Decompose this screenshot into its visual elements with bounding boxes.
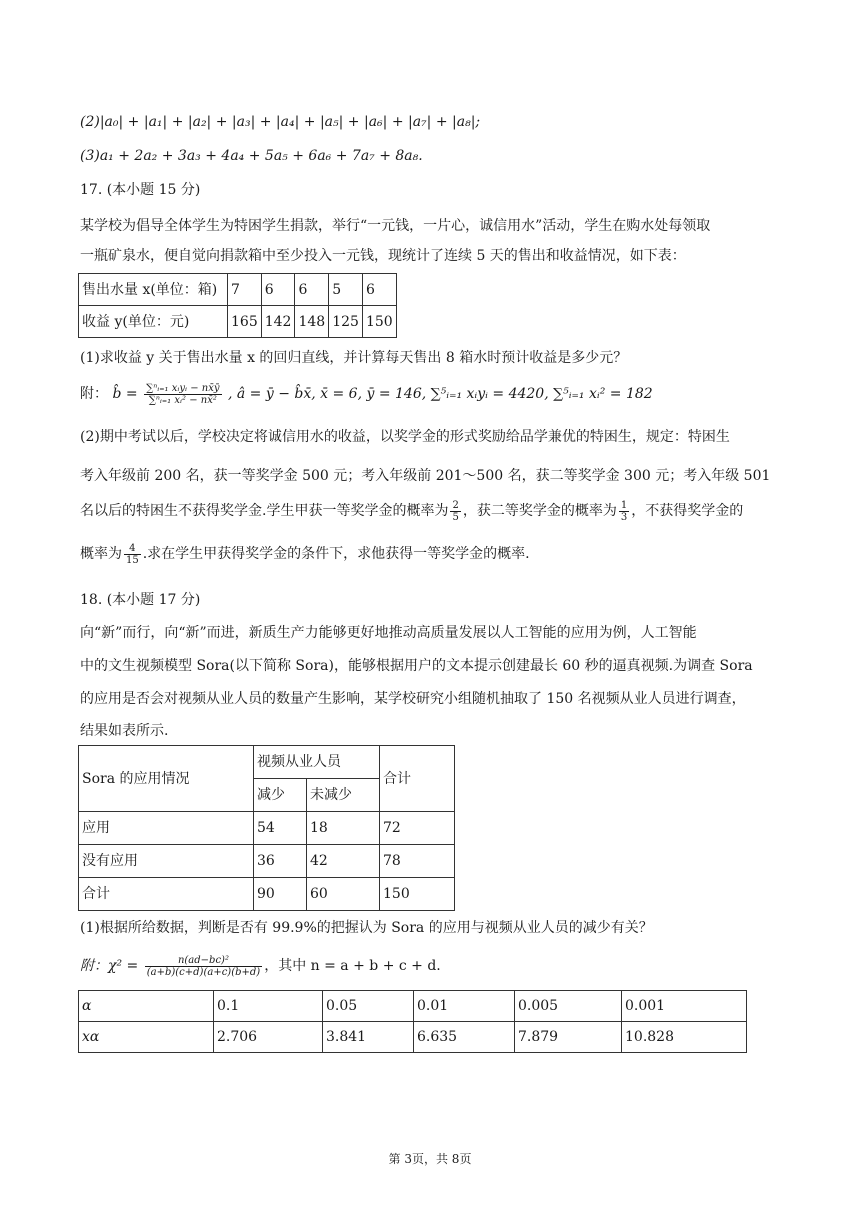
fraction-numerator: n(ad−bc)² bbox=[145, 955, 262, 967]
q17-question-2-line-1: (2)期中考试以后，学校决定将诚信用水的收益，以奖学金的形式奖励给品学兼优的特困生，规定：特困生 bbox=[80, 429, 730, 445]
table-row bbox=[79, 274, 397, 306]
table-cell: 6 bbox=[261, 274, 295, 306]
table-cell: 合计 bbox=[79, 878, 254, 911]
q18-paragraph-1: 向“新”而行，向“新”而进，新质生产力能够更好地推动高质量发展以人工智能的应用为例，人工智能 bbox=[80, 625, 697, 641]
line-part2: (2)|a₀| + |a₁| + |a₂| + |a₃| + |a₄| + |a₅| + |a₆| + |a₇| + |a₈|; bbox=[80, 114, 481, 130]
b-hat-fraction bbox=[144, 383, 221, 406]
b-hat-lhs: b̂ = bbox=[112, 386, 138, 402]
table-total-header: 合计 bbox=[380, 746, 455, 812]
table-cell: 142 bbox=[261, 306, 295, 338]
table-cell: xα bbox=[79, 1022, 214, 1053]
table-cell: 90 bbox=[254, 878, 307, 911]
table-row bbox=[79, 845, 455, 878]
table-cell: 125 bbox=[329, 306, 363, 338]
fraction-denominator: 5 bbox=[452, 511, 459, 523]
q18-title: 18. (本小题 17 分) bbox=[80, 592, 201, 608]
table-cell: 应用 bbox=[79, 812, 254, 845]
text-segment: ，不获得奖学金的 bbox=[631, 503, 744, 519]
table-cell: 收益 y(单位：元) bbox=[79, 306, 228, 338]
table-cell: 0.01 bbox=[414, 991, 515, 1022]
q18-hint bbox=[80, 952, 441, 980]
fraction-numerator: 2 bbox=[452, 499, 459, 511]
table-cell: 没有应用 bbox=[79, 845, 254, 878]
q18-paragraph-3: 的应用是否会对视频从业人员的数量产生影响，某学校研究小组随机抽取了 150 名视频从业人员进行调查， bbox=[80, 691, 746, 707]
table-row bbox=[79, 991, 747, 1022]
q17-question-2-line-2: 考入年级前 200 名，获一等奖学金 500 元；考入年级前 201～500 名，获二等奖学金 300 元；考入年级 501 bbox=[80, 468, 771, 484]
table-cell: 78 bbox=[380, 845, 455, 878]
table-cell: 0.1 bbox=[214, 991, 323, 1022]
q17-paragraph-2: 一瓶矿泉水，便自觉向捐款箱中至少投入一元钱，现统计了连续 5 天的售出和收益情况，如下表： bbox=[80, 248, 686, 264]
hint-prefix: 附： bbox=[80, 386, 108, 402]
q17-question-2-line-3 bbox=[80, 498, 743, 524]
table-cell: 0.05 bbox=[323, 991, 414, 1022]
table-cell: 165 bbox=[228, 306, 262, 338]
hint-suffix: ，其中 n = a + b + c + d. bbox=[264, 958, 441, 974]
table-cell: 60 bbox=[307, 878, 380, 911]
chi-square-lhs: 附：χ² = bbox=[80, 958, 139, 974]
table-cell: 5 bbox=[329, 274, 363, 306]
fraction-denominator: 15 bbox=[126, 554, 139, 566]
table-cell: 2.706 bbox=[214, 1022, 323, 1053]
table-cell: 148 bbox=[295, 306, 329, 338]
critical-value-table bbox=[78, 990, 747, 1053]
q17-question-2-line-4 bbox=[80, 541, 530, 567]
table-cell: 6 bbox=[362, 274, 396, 306]
fraction-denominator: 3 bbox=[620, 511, 628, 523]
table-cell: 7.879 bbox=[515, 1022, 622, 1053]
table-row bbox=[79, 1022, 747, 1053]
a-hat-formula: , â = ȳ − b̂x̄ bbox=[227, 386, 312, 402]
text-segment: .求在学生甲获得奖学金的条件下，求他获得一等奖学金的概率. bbox=[142, 546, 530, 562]
table-cell: 150 bbox=[362, 306, 396, 338]
table-row bbox=[79, 878, 455, 911]
table-cell: 3.841 bbox=[323, 1022, 414, 1053]
chi-square-fraction bbox=[145, 955, 262, 978]
table-cell: 7 bbox=[228, 274, 262, 306]
table-group-header: 视频从业人员 bbox=[254, 746, 380, 779]
table-cell: 72 bbox=[380, 812, 455, 845]
table-cell: 42 bbox=[307, 845, 380, 878]
fraction-numerator: 1 bbox=[620, 499, 628, 511]
fraction-denominator: ∑ⁿᵢ₌₁ xᵢ² − nx̄² bbox=[148, 394, 217, 406]
fraction-four-fifteenths bbox=[124, 543, 141, 566]
q17-paragraph-1: 某学校为倡导全体学生为特困学生捐款，举行“一元钱，一片心，诚信用水”活动，学生在购水处每领取 bbox=[80, 218, 711, 234]
q17-title: 17. (本小题 15 分) bbox=[80, 182, 201, 198]
table-subheader: 减少 bbox=[254, 779, 307, 812]
fraction-numerator: ∑ⁿᵢ₌₁ xᵢyᵢ − nx̄ȳ bbox=[146, 382, 220, 394]
fraction-one-third bbox=[619, 500, 629, 523]
text-segment: 名以后的特困生不获得奖学金.学生甲获一等奖学金的概率为 bbox=[80, 503, 449, 519]
q17-question-1: (1)求收益 y 关于售出水量 x 的回归直线，并计算每天售出 8 箱水时预计收益是多少元？ bbox=[80, 350, 628, 366]
table-cell: 0.001 bbox=[622, 991, 747, 1022]
table-cell: 18 bbox=[307, 812, 380, 845]
q18-question-1: (1)根据所给数据，判断是否有 99.9%的把握认为 Sora 的应用与视频从业人员的减少有关？ bbox=[80, 920, 653, 936]
table-row bbox=[79, 812, 455, 845]
table-cell: 54 bbox=[254, 812, 307, 845]
table-cell: 6.635 bbox=[414, 1022, 515, 1053]
table-cell: 10.828 bbox=[622, 1022, 747, 1053]
q18-paragraph-2: 中的文生视频模型 Sora(以下简称 Sora)，能够根据用户的文本提示创建最长 60 秒的逼真视频.为调查 Sora bbox=[80, 658, 753, 674]
table-cell: 0.005 bbox=[515, 991, 622, 1022]
fraction-two-fifths bbox=[450, 500, 460, 523]
table-subheader: 未减少 bbox=[307, 779, 380, 812]
line-part3: (3)a₁ + 2a₂ + 3a₃ + 4a₄ + 5a₅ + 6a₆ + 7a₇ + 8a₈. bbox=[80, 148, 423, 164]
table-cell: 150 bbox=[380, 878, 455, 911]
table-row bbox=[79, 306, 397, 338]
table-row bbox=[79, 746, 455, 779]
table-cell: 6 bbox=[295, 274, 329, 306]
q17-hint bbox=[80, 381, 653, 407]
table-corner-cell: Sora 的应用情况 bbox=[79, 746, 254, 812]
fraction-denominator: (a+b)(c+d)(a+c)(b+d) bbox=[146, 966, 261, 978]
text-segment: 概率为 bbox=[80, 546, 122, 562]
table-cell: 售出水量 x(单位：箱) bbox=[79, 274, 228, 306]
page-footer: 第 3页，共 8页 bbox=[388, 1152, 472, 1166]
table-cell: α bbox=[79, 991, 214, 1022]
q18-paragraph-4: 结果如表所示. bbox=[80, 723, 169, 739]
hint-values: , x̄ = 6, ȳ = 146, ∑⁵ᵢ₌₁ xᵢyᵢ = 4420, ∑⁵ᵢ₌₁ xᵢ² = 182 bbox=[311, 386, 653, 402]
contingency-table bbox=[78, 745, 455, 911]
text-segment: ，获二等奖学金的概率为 bbox=[462, 503, 617, 519]
fraction-numerator: 4 bbox=[124, 543, 141, 555]
table-cell: 36 bbox=[254, 845, 307, 878]
sales-table bbox=[78, 273, 397, 338]
